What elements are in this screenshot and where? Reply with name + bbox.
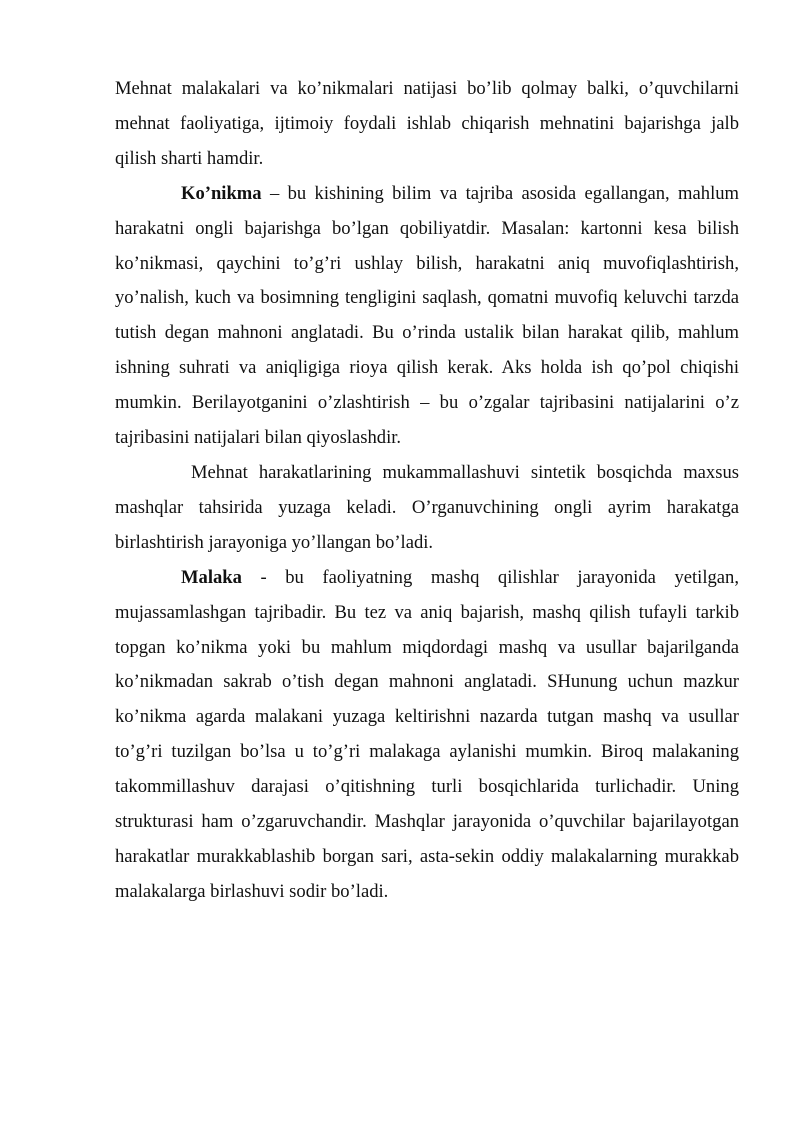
paragraph-intro: Mehnat malakalari va ko’nikmalari natijasi bo’lib qolmay balki, o’quvchilarni mehnat faoliyatiga, ijtimoiy foydali ishlab chiqarish mehnatini bajarishga jalb qilish sharti hamdir. — [115, 78, 739, 169]
malaka-definition: - bu faoliyatning mashq qilishlar jarayonida yetilgan, mujassamlashgan tajribadir. Bu tez va aniq bajarish, mashq qilish tufayli tarkib topgan ko’nikma yoki bu mahlum miqdordagi mashq va usullar bajarilganda ko’nikmadan sakrab o’tish degan mahnoni anglatadi. SHunung uchun mazkur ko’nikma agarda malakani yuzaga keltirishni nazarda tutgan mashq va usullar to’g’ri tuzilgan bo’lsa u to’g’ri malakaga aylanishi mumkin. Biroq malakaning takommillashuv darajasi o’qitishning turli bosqichlarida turlichadir. Uning strukturasi ham o’zgaruvchandir. Mashqlar jarayonida o’quvchilar bajarilayotgan harakatlar murakkablashib borgan sari, asta-sekin oddiy malakalarning murakkab malakalarga birlashuvi sodir bo’ladi. — [115, 566, 739, 902]
paragraph-konikma — [115, 177, 739, 456]
paragraph-harakatlar: Mehnat harakatlarining mukammallashuvi sintetik bosqichda maxsus mashqlar tahsirida yuzaga keladi. O’rganuvchining ongli ayrim harakatga birlashtirish jarayoniga yo’llangan bo’ladi. — [115, 461, 739, 553]
term-konikma: Ko’nikma — [181, 182, 262, 204]
konikma-definition: – bu kishining bilim va tajriba asosida egallangan, mahlum harakatni ongli bajarishga bo’lgan qobiliyatdir. Masalan: kartonni kesa bilish ko’nikmasi, qaychini to’g’ri ushlay bilish, harakatni aniq muvofiqlashtirish, yo’nalish, kuch va bosimning tengligini saqlash, qomatni muvofiq keluvchi tarzda tutish degan mahnoni anglatadi. Bu o’rinda ustalik bilan harakat qilib, mahlum ishning suhrati va aniqligiga rioya qilish kerak. Aks holda ish qo’pol chiqishi mumkin. Berilayotganini o’zlashtirish – bu o’zgalar tajribasini natijalarini o’z tajribasini natijalari bilan qiyoslashdir. — [115, 182, 739, 449]
paragraph-malaka — [115, 561, 739, 910]
term-malaka: Malaka — [181, 566, 242, 588]
document-page — [115, 72, 739, 910]
